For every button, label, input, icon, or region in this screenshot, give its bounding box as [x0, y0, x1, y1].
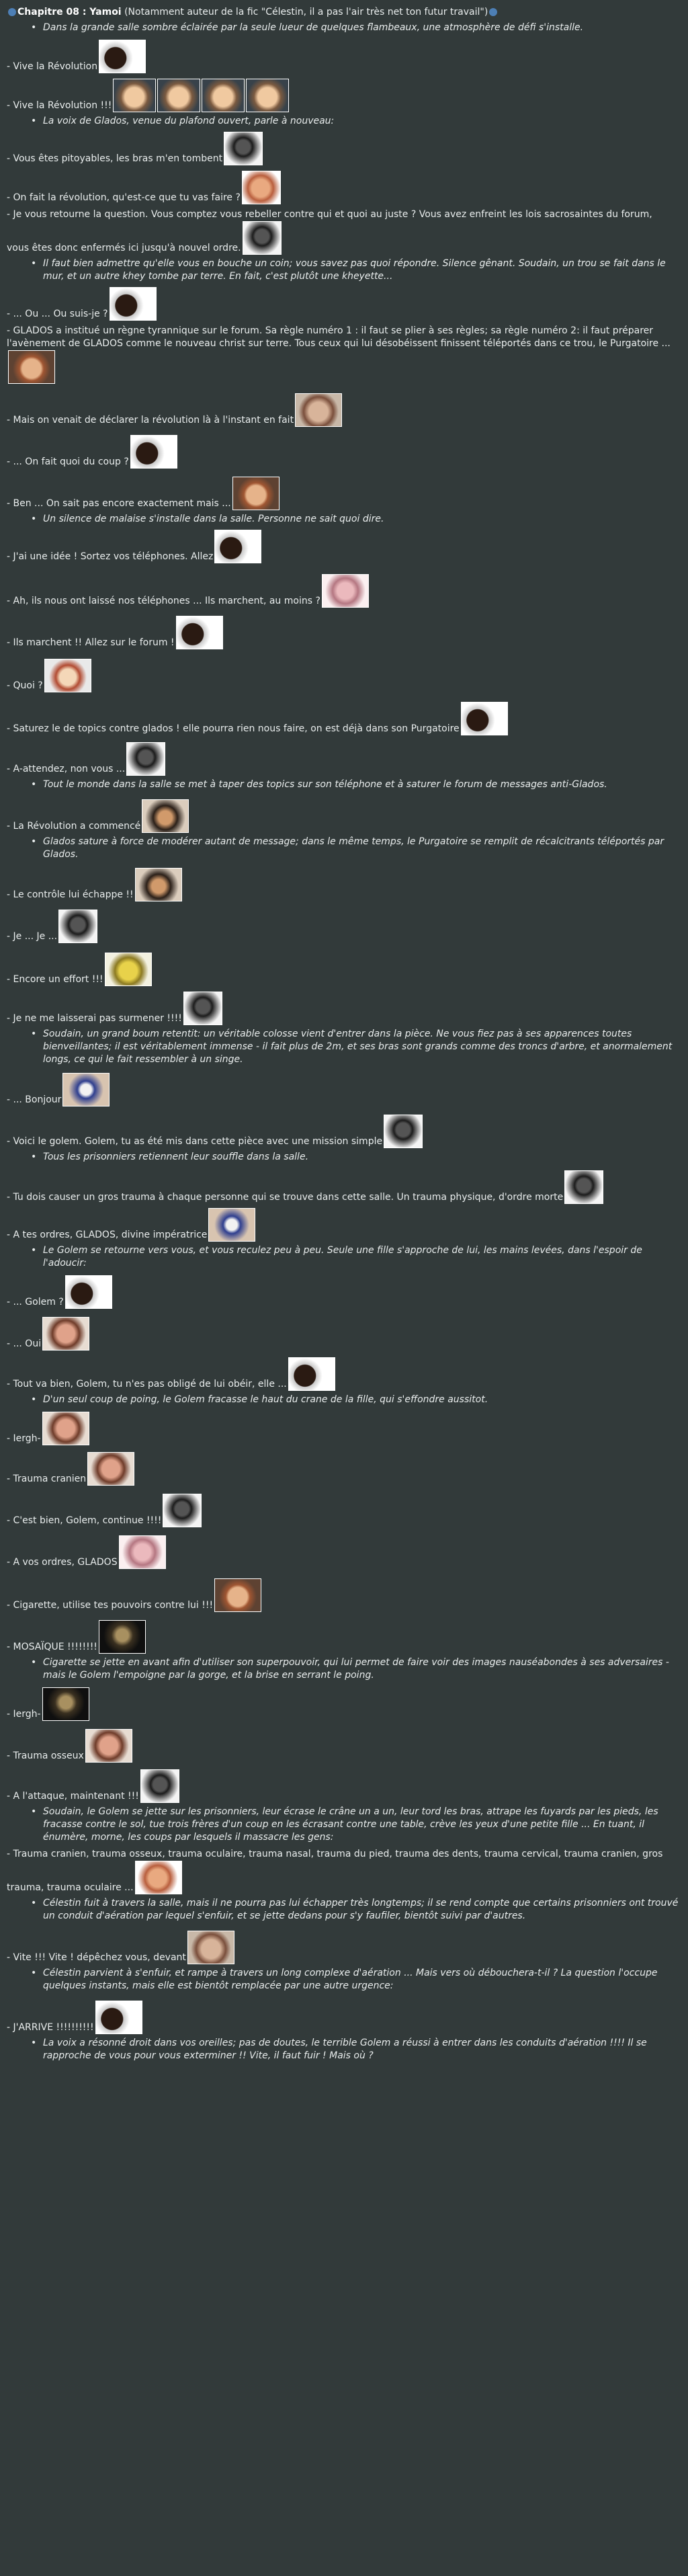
sticker-image	[242, 171, 281, 204]
dialogue-text: - GLADOS a institué un règne tyrannique sur le forum. Sa règle numéro 1 : il faut se plier à ses règles; sa règle numéro 2: il faut préparer l'avènement de GLADOS comme le nouveau christ sur terre. Tous ceux qui lui désobéissent finissent téléportés dans ce trou, le Purgatoire ...	[7, 325, 671, 349]
dialogue-text: - Saturez le de topics contre glados ! elle pourra rien nous faire, on est déjà dans son Purgatoire	[7, 723, 460, 734]
sticker-image	[246, 79, 289, 112]
dialogue-text: - ... Bonjour	[7, 1094, 62, 1105]
sticker-image	[130, 435, 177, 469]
dialogue-text: trauma, trauma oculaire ...	[7, 1882, 134, 1893]
dialogue-text: - ... Oui	[7, 1338, 42, 1349]
dialogue-text: - Je vous retourne la question. Vous comptez vous rebeller contre qui et quoi au juste ? Vous avez enfreint les lois sacrosaintes du forum,	[7, 209, 652, 220]
narration-text: Il faut bien admettre qu'elle vous en bouche un coin; vous savez pas quoi répondre. Silence gênant. Soudain, un trou se fait dans le mur, et un autre khey tombe par terre. En fait, c'est plutôt une kheyette...	[43, 258, 666, 282]
sticker-image	[214, 1578, 261, 1612]
dialogue-line	[7, 868, 681, 901]
sticker-image	[295, 393, 342, 427]
narration-text: Soudain, le Golem se jette sur les prisonniers, leur écrase le crâne un a un, leur tord les bras, attrape les fuyards par les pieds, les fracasse contre le sol, tue trois frères d'un coup en les écrasant contre une table, crève les yeux d'une petite fille ... En tuant, il énumère, morne, les coups par lesquels il massacre les gens:	[43, 1806, 658, 1843]
sticker-image	[42, 1687, 89, 1721]
narration-item	[26, 115, 681, 128]
dialogue-text: - Je ne me laisserai pas surmener !!!!	[7, 1013, 182, 1024]
narration-item	[26, 1656, 681, 1682]
dialogue-line	[7, 742, 681, 776]
narration-text: Tous les prisonniers retiennent leur souffle dans la salle.	[43, 1152, 309, 1162]
narration-text: Soudain, un grand boum retentit: un véritable colosse vient d'entrer dans la pièce. Ne vous fiez pas à ses apparences toutes bienveillantes; il est véritablement immense - il fait plus de 2m, et ses bras sont grands comme des troncs d'arbre, et anormalement longs, ce qui le fait ressembler à un singe.	[43, 1029, 673, 1065]
sticker-image	[135, 1861, 182, 1894]
dialogue-line	[7, 1073, 681, 1106]
dialogue-line	[7, 1687, 681, 1721]
sticker-image	[119, 1535, 166, 1569]
narration-text: Le Golem se retourne vers vous, et vous reculez peu à peu. Seule une fille s'approche de lui, les mains levées, dans l'espoir de l'adoucir:	[43, 1245, 642, 1269]
dialogue-text: - Ah, ils nous ont laissé nos téléphones ... Ils marchent, au moins ?	[7, 596, 320, 606]
dialogue-text: - Vive la Révolution	[7, 61, 98, 72]
dialogue-line	[7, 477, 681, 510]
dialogue-line	[7, 953, 681, 986]
dialogue-text: - Cigarette, utilise tes pouvoirs contre lui !!!	[7, 1600, 214, 1611]
dialogue-line	[7, 287, 681, 321]
narration-text: La voix de Glados, venue du plafond ouvert, parle à nouveau:	[43, 116, 335, 126]
sticker-image	[8, 350, 55, 384]
sticker-image	[87, 1452, 134, 1486]
chapter-title: Chapitre 08 : Yamoi	[17, 7, 122, 17]
narration-text: Tout le monde dans la salle se met à taper des topics sur son téléphone et à saturer le forum de messages anti-Glados.	[43, 779, 607, 790]
sticker-image	[126, 742, 165, 776]
chapter-header	[7, 5, 681, 19]
dialogue-text: - Iergh-	[7, 1709, 41, 1720]
dialogue-line	[7, 910, 681, 943]
narration-item	[26, 778, 681, 791]
narration-text: Glados sature à force de modérer autant de message; dans le même temps, le Purgatoire se remplit de récalcitrants téléportés par Glados.	[43, 836, 664, 860]
dialogue-line	[7, 221, 681, 255]
narration-item	[26, 1897, 681, 1923]
sticker-image	[288, 1357, 335, 1391]
dialogue-line	[7, 208, 681, 221]
sticker-image	[322, 574, 369, 608]
narration-item	[26, 257, 681, 283]
dialogue-line	[7, 616, 681, 649]
dialogue-text: - Quoi ?	[7, 680, 43, 691]
dialogue-line	[7, 574, 681, 608]
dialogue-line	[7, 1861, 681, 1894]
narration-item	[26, 1806, 681, 1844]
sticker-image	[564, 1170, 603, 1204]
narration-item	[26, 1394, 681, 1406]
dialogue-line	[7, 1578, 681, 1612]
dialogue-text: - C'est bien, Golem, continue !!!!	[7, 1515, 162, 1526]
dialogue-text: - Tout va bien, Golem, tu n'es pas obligé de lui obéir, elle ...	[7, 1379, 287, 1390]
dialogue-text: - ... Golem ?	[7, 1297, 64, 1307]
dialogue-line	[7, 325, 681, 384]
sticker-image	[224, 132, 263, 165]
narration-item	[26, 1244, 681, 1270]
sticker-image	[113, 79, 156, 112]
sticker-image	[42, 1317, 89, 1351]
dialogue-text: - Trauma cranien, trauma osseux, trauma oculaire, trauma nasal, trauma du pied, trauma des dents, trauma cervical, trauma cranien, gros	[7, 1849, 663, 1859]
dialogue-text: - J'ARRIVE !!!!!!!!!!	[7, 2022, 94, 2033]
dialogue-text: - Vive la Révolution !!!	[7, 100, 112, 111]
dialogue-text: - La Révolution a commencé	[7, 821, 141, 832]
sticker-image	[135, 868, 182, 901]
dialogue-text: - MOSAÏQUE !!!!!!!!	[7, 1642, 97, 1652]
chapter-subtitle: (Notamment auteur de la fic "Célestin, il a pas l'air très net ton futur travail")	[124, 7, 488, 17]
dialogue-line	[7, 1412, 681, 1445]
narration-item	[26, 22, 681, 34]
sticker-image	[99, 40, 146, 73]
sticker-image	[208, 1208, 255, 1242]
dialogue-text: - Trauma osseux	[7, 1750, 84, 1761]
dialogue-line	[7, 659, 681, 692]
dialogue-text: - Je ... Je ...	[7, 931, 58, 942]
dialogue-line	[7, 1535, 681, 1569]
sticker-image	[42, 1412, 89, 1445]
dialogue-text: - Iergh-	[7, 1433, 41, 1444]
dialogue-text: - Mais on venait de déclarer la révolution là à l'instant en fait	[7, 415, 294, 426]
sticker-image	[99, 1620, 146, 1654]
narration-item	[26, 1151, 681, 1164]
dialogue-line	[7, 1931, 681, 1964]
smiley-icon	[8, 8, 16, 16]
dialogue-line	[7, 1170, 681, 1204]
dialogue-line	[7, 530, 681, 563]
dialogue-text: - A l'attaque, maintenant !!!	[7, 1791, 139, 1802]
sticker-image	[142, 799, 189, 833]
smiley-icon	[489, 8, 497, 16]
dialogue-line	[7, 1452, 681, 1486]
dialogue-line	[7, 171, 681, 204]
sticker-image	[157, 79, 200, 112]
dialogue-text: - Trauma cranien	[7, 1474, 87, 1484]
narration-item	[26, 836, 681, 861]
dialogue-text: - Le contrôle lui échappe !!	[7, 889, 134, 900]
narration-item	[26, 1967, 681, 1993]
sticker-image	[232, 477, 280, 510]
narration-text: Célestin parvient à s'enfuir, et rampe à travers un long complexe d'aération ... Mais vers où débouchera-t-il ? La question l'occupe quelques instants, mais elle est bientôt remplacée par une autre urgence:	[43, 1968, 658, 1991]
dialogue-line	[7, 1769, 681, 1803]
narration-text: La voix a résonné droit dans vos oreilles; pas de doutes, le terrible Golem a réussi à entrer dans les conduits d'aération !!!! Il se rapproche de vous pour vous exterminer !! Vite, il faut fuir ! Mais où ?	[43, 2038, 647, 2061]
narration-text: D'un seul coup de poing, le Golem fracasse le haut du crane de la fille, qui s'effondre aussitot.	[43, 1394, 488, 1405]
dialogue-line	[7, 702, 681, 735]
sticker-image	[58, 910, 97, 943]
dialogue-line	[7, 799, 681, 833]
sticker-image	[110, 287, 157, 321]
dialogue-line	[7, 1729, 681, 1763]
dialogue-line	[7, 393, 681, 427]
narration-text: Dans la grande salle sombre éclairée par la seule lueur de quelques flambeaux, une atmosphère de défi s'installe.	[43, 22, 584, 33]
sticker-image	[202, 79, 245, 112]
dialogue-line	[7, 435, 681, 469]
dialogue-line	[7, 1848, 681, 1861]
sticker-image	[187, 1931, 234, 1964]
sticker-image	[384, 1115, 423, 1148]
sticker-image	[163, 1494, 202, 1527]
dialogue-text: - Voici le golem. Golem, tu as été mis dans cette pièce avec une mission simple	[7, 1136, 383, 1147]
sticker-image	[85, 1729, 132, 1763]
dialogue-text: - A vos ordres, GLADOS	[7, 1557, 118, 1568]
dialogue-line	[7, 1357, 681, 1391]
dialogue-line	[7, 992, 681, 1025]
dialogue-line	[7, 2001, 681, 2034]
sticker-image	[62, 1073, 110, 1106]
dialogue-text: - On fait la révolution, qu'est-ce que tu vas faire ?	[7, 192, 241, 203]
sticker-image	[183, 992, 222, 1025]
sticker-image	[95, 2001, 142, 2034]
dialogue-line	[7, 1115, 681, 1148]
narration-item	[26, 2037, 681, 2062]
dialogue-text: - Encore un effort !!!	[7, 974, 103, 985]
dialogue-text: - Ben ... On sait pas encore exactement mais ...	[7, 498, 231, 509]
dialogue-line	[7, 1275, 681, 1309]
dialogue-line	[7, 1494, 681, 1527]
narration-text: Célestin fuit à travers la salle, mais il ne pourra pas lui échapper très longtemps; il se rend compte que certains prisonniers ont trouvé un conduit d'aération par lequel s'enfuir, et se jette dedans pour s'y faufiler, bientôt suivi par d'autres.	[43, 1898, 679, 1921]
story-body	[7, 22, 681, 2062]
sticker-image	[44, 659, 91, 692]
sticker-image	[176, 616, 223, 649]
dialogue-line	[7, 79, 681, 112]
narration-item	[26, 1028, 681, 1066]
dialogue-line	[7, 1620, 681, 1654]
sticker-image	[140, 1769, 179, 1803]
dialogue-text: - J'ai une idée ! Sortez vos téléphones. Allez	[7, 551, 214, 562]
sticker-image	[243, 221, 282, 255]
dialogue-text: - Tu dois causer un gros trauma à chaque personne qui se trouve dans cette salle. Un trauma physique, d'ordre morte	[7, 1192, 564, 1203]
sticker-image	[105, 953, 152, 986]
dialogue-text: - ... On fait quoi du coup ?	[7, 456, 129, 467]
dialogue-text: - Vite !!! Vite ! dépêchez vous, devant	[7, 1952, 186, 1963]
dialogue-text: - A tes ordres, GLADOS, divine impératrice	[7, 1230, 208, 1240]
dialogue-line	[7, 40, 681, 73]
sticker-image	[214, 530, 261, 563]
dialogue-text: vous êtes donc enfermés ici jusqu'à nouvel ordre.	[7, 243, 241, 253]
narration-text: Cigarette se jette en avant afin d'utiliser son superpouvoir, qui lui permet de faire voir des images nauséabondes à ses adversaires - mais le Golem l'empoigne par la gorge, et la brise en serrant le poing.	[43, 1657, 669, 1681]
dialogue-text: - Vous êtes pitoyables, les bras m'en tombent	[7, 153, 223, 164]
narration-text: Un silence de malaise s'installe dans la salle. Personne ne sait quoi dire.	[43, 514, 384, 524]
dialogue-line	[7, 1208, 681, 1242]
dialogue-line	[7, 132, 681, 165]
dialogue-text: - A-attendez, non vous ...	[7, 764, 126, 774]
sticker-image	[461, 702, 508, 735]
sticker-image	[65, 1275, 112, 1309]
dialogue-text: - Ils marchent !! Allez sur le forum !	[7, 637, 175, 648]
narration-item	[26, 513, 681, 526]
dialogue-text: - ... Ou ... Ou suis-je ?	[7, 309, 108, 319]
dialogue-line	[7, 1317, 681, 1351]
